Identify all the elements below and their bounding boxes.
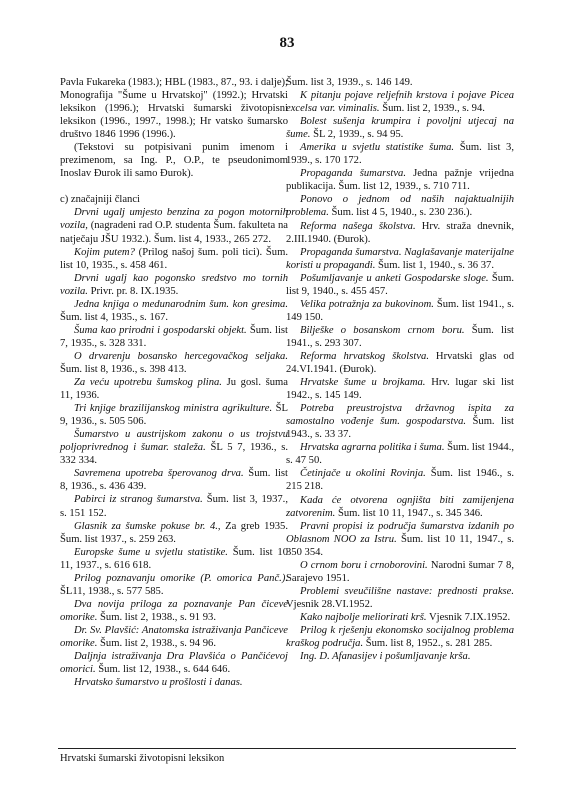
article-entry: [60, 402, 288, 428]
article-citation: Šum. list 4 5, 1940., s. 230 236.).: [328, 207, 473, 219]
article-entry: [286, 624, 514, 650]
article-title: Pošumljavanje u anketi Gospodarske sloge.: [300, 272, 489, 284]
article-entry: [60, 572, 288, 598]
article-entry: [286, 559, 514, 585]
article-entry: [286, 441, 514, 467]
article-title: Šumarstvo u austrijskom zakonu o us trojstvu poljoprivrednog i šumar. staleža.: [60, 429, 288, 454]
article-citation: (Prilog našoj šum. poli tici). Šum. list 10, 1935., s. 458 461.: [60, 246, 288, 271]
article-citation: (nagradeni rad O.P. studenta Šum. fakulteta na natječaju JŠU 1932.). Šum. list 4, 1933., 265 272.: [60, 220, 288, 245]
article-title: Tri knjige brazilijanskog ministra agrikulture.: [74, 403, 273, 415]
article-entry: [60, 324, 288, 350]
article-citation: Vjesnik 7.IX.1952.: [426, 611, 511, 623]
article-title: Prilog poznavanju omorike (P. omorica Panč.).: [74, 572, 288, 584]
article-entry: [286, 376, 514, 402]
article-entry: [286, 585, 514, 611]
article-title: Europske šume u svjetlu statistike.: [74, 546, 228, 558]
article-citation: ŠL 5 7, 1936., s. 332 334.: [60, 442, 289, 467]
article-entry: [60, 246, 288, 272]
article-entry: [60, 493, 288, 519]
footer-title: Hrvatski šumarski životopisni leksikon: [60, 753, 225, 764]
article-citation: Šum. list 1941., s. 293 307.: [286, 324, 515, 349]
article-citation: Šum. list 10 11, 1937., s. 616 618.: [60, 546, 288, 571]
article-entry: [286, 115, 514, 141]
article-citation: Šum. list 1944., s. 47 50.: [286, 442, 514, 467]
article-citation: Šum. list 8, 1936., s. 398 413.: [60, 363, 187, 375]
article-entry: [60, 467, 288, 493]
article-entry: [286, 650, 514, 663]
article-citation: Ju gosl. šuma 11, 1936.: [60, 377, 288, 402]
article-entry: [286, 246, 514, 272]
article-citation: Šum. list 4, 1935., s. 167.: [60, 311, 169, 323]
article-citation: Šum. list 2, 1939., s. 94.: [379, 103, 485, 115]
article-entry: [286, 89, 514, 115]
article-list-left: [60, 206, 288, 689]
article-citation: Hrv. straža dnevnik, 2.III.1940. (Đurok).: [286, 220, 515, 245]
article-title: Reforma našega školstva.: [300, 220, 416, 232]
article-citation: Narodni šumar 7 8, Sarajevo 1951.: [286, 559, 514, 584]
article-title: Drvni ugalj kao pogonsko sredstvo mo tornih vozila.: [60, 272, 288, 297]
article-title: Četinjače u okolini Rovinja.: [300, 468, 426, 480]
article-citation: Šum. list 12, 1938., s. 644 646.: [95, 664, 231, 676]
article-citation: Šum. list 1946., s. 215 218.: [286, 468, 514, 493]
article-title: Glasnik za šumske pokuse br. 4.,: [74, 520, 221, 532]
article-entry: [286, 141, 514, 167]
article-entry: [60, 546, 288, 572]
article-entry: [286, 193, 514, 219]
article-citation: Šum. list 7, 1935., s. 328 331.: [60, 324, 288, 349]
article-title: Za veću upotrebu šumskog plina.: [74, 377, 222, 389]
article-title: Kako najbolje meliorirati krš.: [300, 611, 427, 623]
article-citation: ŠL 9, 1936., s. 505 506.: [60, 403, 289, 428]
article-entry: [286, 220, 514, 246]
article-entry: [286, 272, 514, 298]
footer-rule: [58, 748, 516, 749]
article-citation: ŠL11, 1938., s. 577 585.: [60, 585, 164, 597]
article-citation: Hrv. lugar ski list 1942., s. 145 149.: [286, 377, 514, 402]
biography-paragraph: Pavla Fukareka (1983.); HBL (1983., 87., 93. i dalje); Monografija "Šume u Hrvatskoj" (1992.); Hrvatski leksikon (1996.); Hrvatski šumarski životopisni leksikon (1996., 1997., 1998.); Hr vatsko šumarsko društvo 1846 1996 (1996.).: [60, 77, 288, 141]
article-entry: [60, 272, 288, 298]
article-title: Drvni ugalj umjesto benzina za pogon motornih vozila,: [60, 207, 288, 232]
right-column: [286, 76, 514, 663]
article-entry: [60, 624, 288, 650]
article-title: Dva novija priloga za poznavanje Pan čiceve omorike.: [60, 598, 288, 623]
article-title: Kada će otvorena ognjišta biti zamijenjena zatvorenim.: [286, 494, 514, 519]
article-citation: Šum. list 2, 1938., s. 91 93.: [97, 611, 216, 623]
article-title: Propaganda šumarstva.: [300, 168, 406, 180]
article-citation: Šum. list 2, 1938., s. 94 96.: [97, 637, 216, 649]
article-citation: Šum. list 9, 1940., s. 455 457.: [286, 272, 514, 297]
article-citation: ŠL 2, 1939., s. 94 95.: [310, 129, 404, 141]
left-column: [60, 76, 288, 689]
article-citation: Šum. list 3, 1937., s. 151 152.: [60, 494, 288, 519]
article-title: Šuma kao prirodni i gospodarski objekt.: [74, 324, 247, 336]
article-list-right: [286, 76, 514, 663]
article-title: Hrvatsko šumarstvo u prošlosti i danas.: [74, 677, 243, 689]
article-title: Ing. D. Afanasijev i pošumljavanje krša.: [300, 651, 471, 663]
article-title: O drvarenju bosansko hercegovačkog seljaka.: [74, 350, 288, 362]
article-title: Pravni propisi iz područja šumarstva izdanih po Oblasnom NOO za Istru.: [286, 520, 514, 545]
article-entry: [60, 206, 288, 245]
article-citation: Jedna pažnje vrijedna publikacija. Šum. list 12, 1939., s. 710 711.: [286, 168, 514, 193]
article-title: Kojim putem?: [74, 246, 135, 258]
article-entry: [60, 350, 288, 376]
article-entry: [286, 298, 514, 324]
article-title: Hrvatska agrarna politika i šuma.: [300, 442, 445, 454]
article-citation: Šum. list 1, 1940., s. 36 37.: [375, 259, 494, 271]
article-entry: [286, 167, 514, 193]
article-citation: Šum. list 8, 1952., s. 281 285.: [363, 638, 493, 650]
article-title: Daljnja istraživanja Dra Plavšića o Pančićevoj omorici.: [60, 651, 288, 676]
article-title: Savremena upotreba šperovanog drva.: [74, 468, 244, 480]
article-title: Bolest sušenja krumpira i povoljni utjecaj na šume.: [286, 116, 514, 141]
article-citation: Šum. list 1941., s. 149 150.: [286, 298, 514, 323]
article-entry: [60, 676, 288, 689]
article-citation: Privr. pr. 8. IX.1935.: [87, 285, 179, 297]
article-title: Amerika u svjetlu statistike šuma.: [300, 142, 455, 154]
article-title: Dr. Sv. Plavšić: Anatomska istraživanja Pančiceve omorike.: [60, 624, 288, 649]
article-citation: Šum. list 10 11, 1947., s. 345 346.: [335, 507, 483, 519]
pseudonym-note: (Tekstovi su potpisivani punim imenom i prezimenom, sa Ing. P., O.P., te pseudonimom Inoslav Đurok ili samo Đurok).: [60, 142, 288, 180]
article-citation: Šum. list 1943., s. 33 37.: [286, 416, 514, 441]
article-entry: [60, 520, 288, 546]
article-entry: [286, 76, 514, 89]
article-entry: [286, 402, 514, 441]
article-citation: Šum. list 8, 1936., s. 436 439.: [60, 468, 288, 493]
article-title: K pitanju pojave reljefnih krstova i pojave Picea excelsa var. viminalis.: [286, 90, 514, 115]
article-title: Bilješke o bosanskom crnom boru.: [300, 324, 465, 336]
article-citation: Šum. list 10 11, 1947., s. 350 354.: [286, 533, 514, 558]
article-entry: [286, 467, 514, 493]
article-citation: Šum. list 3, 1939., s. 170 172.: [286, 142, 514, 167]
section-heading: c) značajniji članci: [60, 194, 140, 206]
article-title: Pabirci iz stranog šumarstva.: [74, 494, 203, 506]
article-entry: [60, 650, 288, 676]
article-title: Ponovo o jednom od naših najaktualnijih problema.: [286, 194, 514, 219]
article-title: O crnom boru i crnoborovini.: [300, 559, 428, 571]
page-number: 83: [279, 35, 295, 51]
article-entry: [286, 520, 514, 559]
article-entry: [286, 324, 514, 350]
article-citation: Vjesnik 28.VI.1952.: [286, 598, 373, 610]
article-citation: Šum. list 3, 1939., s. 146 149.: [286, 77, 413, 88]
article-title: Prilog k rješenju ekonomsko socijalnog problema kraškog područja.: [286, 624, 514, 650]
article-title: Potreba preustrojstva državnog ispita za samostalno vođenje šum. gospodarstva.: [286, 403, 514, 428]
article-title: Hrvatske šume u brojkama.: [300, 377, 426, 389]
article-title: Jedna knjiga o medunarodnim šum. kon gresima.: [74, 298, 288, 310]
article-title: Velika potražnja za bukovinom.: [300, 298, 434, 310]
article-title: Reforma hrvatskog školstva.: [300, 350, 429, 362]
article-title: Propaganda šumarstva. Naglašavanje materijalne koristi u propagandi.: [286, 246, 514, 271]
article-entry: [286, 350, 514, 376]
article-entry: [60, 376, 288, 402]
article-entry: [60, 298, 288, 324]
article-citation: Za greb 1935. Šum. list 1937., s. 259 263.: [60, 520, 289, 545]
article-entry: [286, 611, 514, 624]
article-entry: [60, 428, 288, 467]
article-entry: [60, 598, 288, 624]
article-entry: [286, 494, 514, 520]
article-citation: Hrvatski glas od 24.VI.1941. (Đurok).: [286, 350, 514, 376]
article-title: Problemi sveučilišne nastave: prednosti prakse.: [300, 585, 514, 597]
